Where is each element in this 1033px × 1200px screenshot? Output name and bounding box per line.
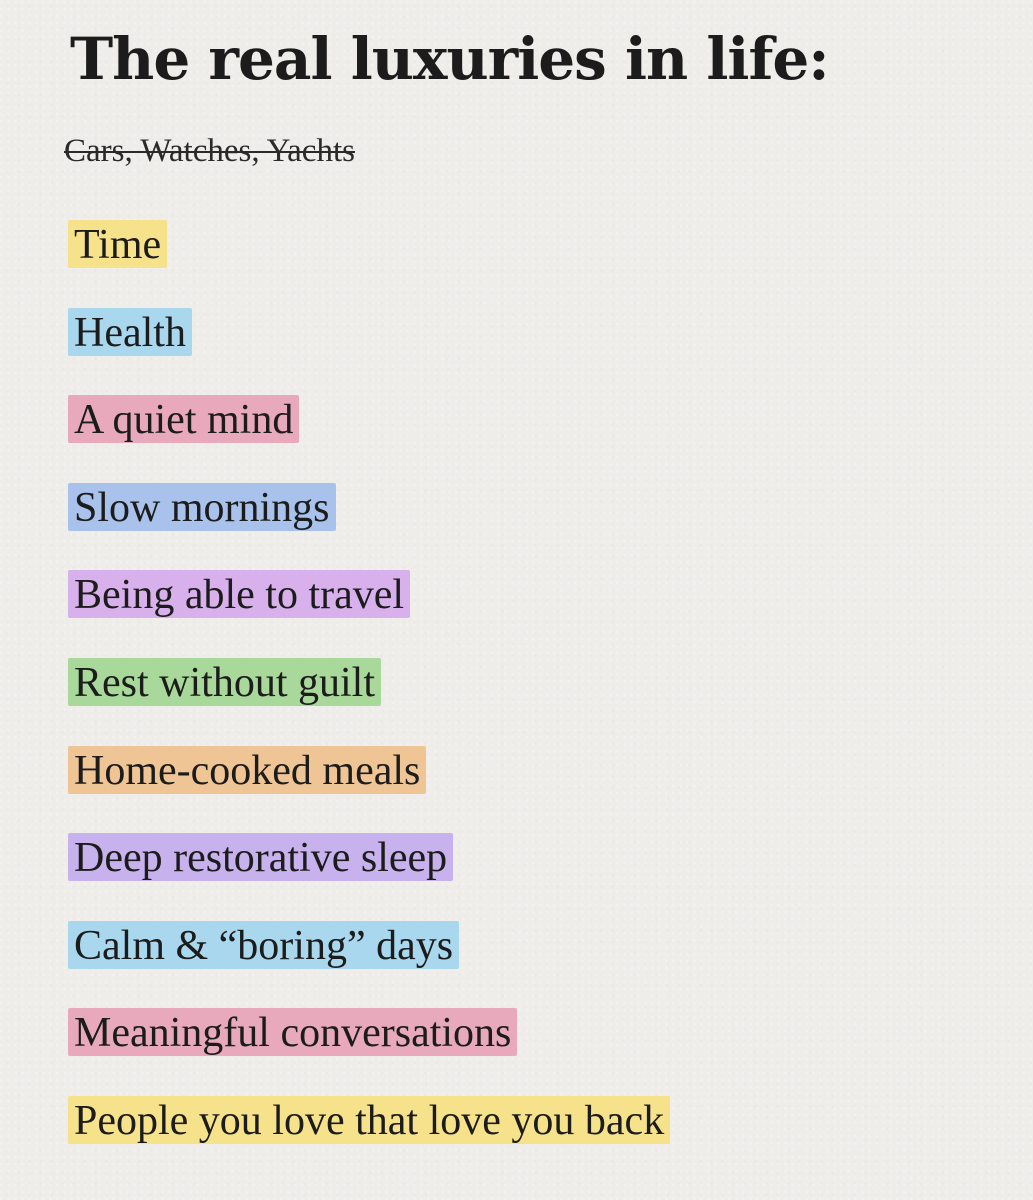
crossed-out-text: Cars, Watches, Yachts	[64, 133, 355, 169]
list-item-time	[68, 220, 670, 308]
list-item-home-cooked-meals	[68, 746, 670, 834]
highlighted-label: Health	[68, 308, 192, 356]
highlighted-label: People you love that love you back	[68, 1096, 670, 1144]
list-item-slow-mornings	[68, 483, 670, 571]
highlighted-label: Home-cooked meals	[68, 746, 426, 794]
highlighted-label: Meaningful conversations	[68, 1008, 517, 1056]
highlighted-label: A quiet mind	[68, 395, 299, 443]
list-item-deep-sleep	[68, 833, 670, 921]
highlighted-label: Time	[68, 220, 167, 268]
list-item-conversations	[68, 1008, 670, 1096]
list-item-calm-days	[68, 921, 670, 1009]
highlighted-label: Rest without guilt	[68, 658, 381, 706]
page-title: The real luxuries in life:	[70, 25, 829, 93]
list-item-health	[68, 308, 670, 396]
list-item-people-you-love	[68, 1096, 670, 1184]
highlighted-label: Deep restorative sleep	[68, 833, 453, 881]
highlighted-label: Being able to travel	[68, 570, 410, 618]
list-item-rest	[68, 658, 670, 746]
highlighted-label: Calm & “boring” days	[68, 921, 459, 969]
highlighted-label: Slow mornings	[68, 483, 336, 531]
luxuries-list	[68, 220, 670, 1184]
list-item-travel	[68, 570, 670, 658]
list-item-quiet-mind	[68, 395, 670, 483]
